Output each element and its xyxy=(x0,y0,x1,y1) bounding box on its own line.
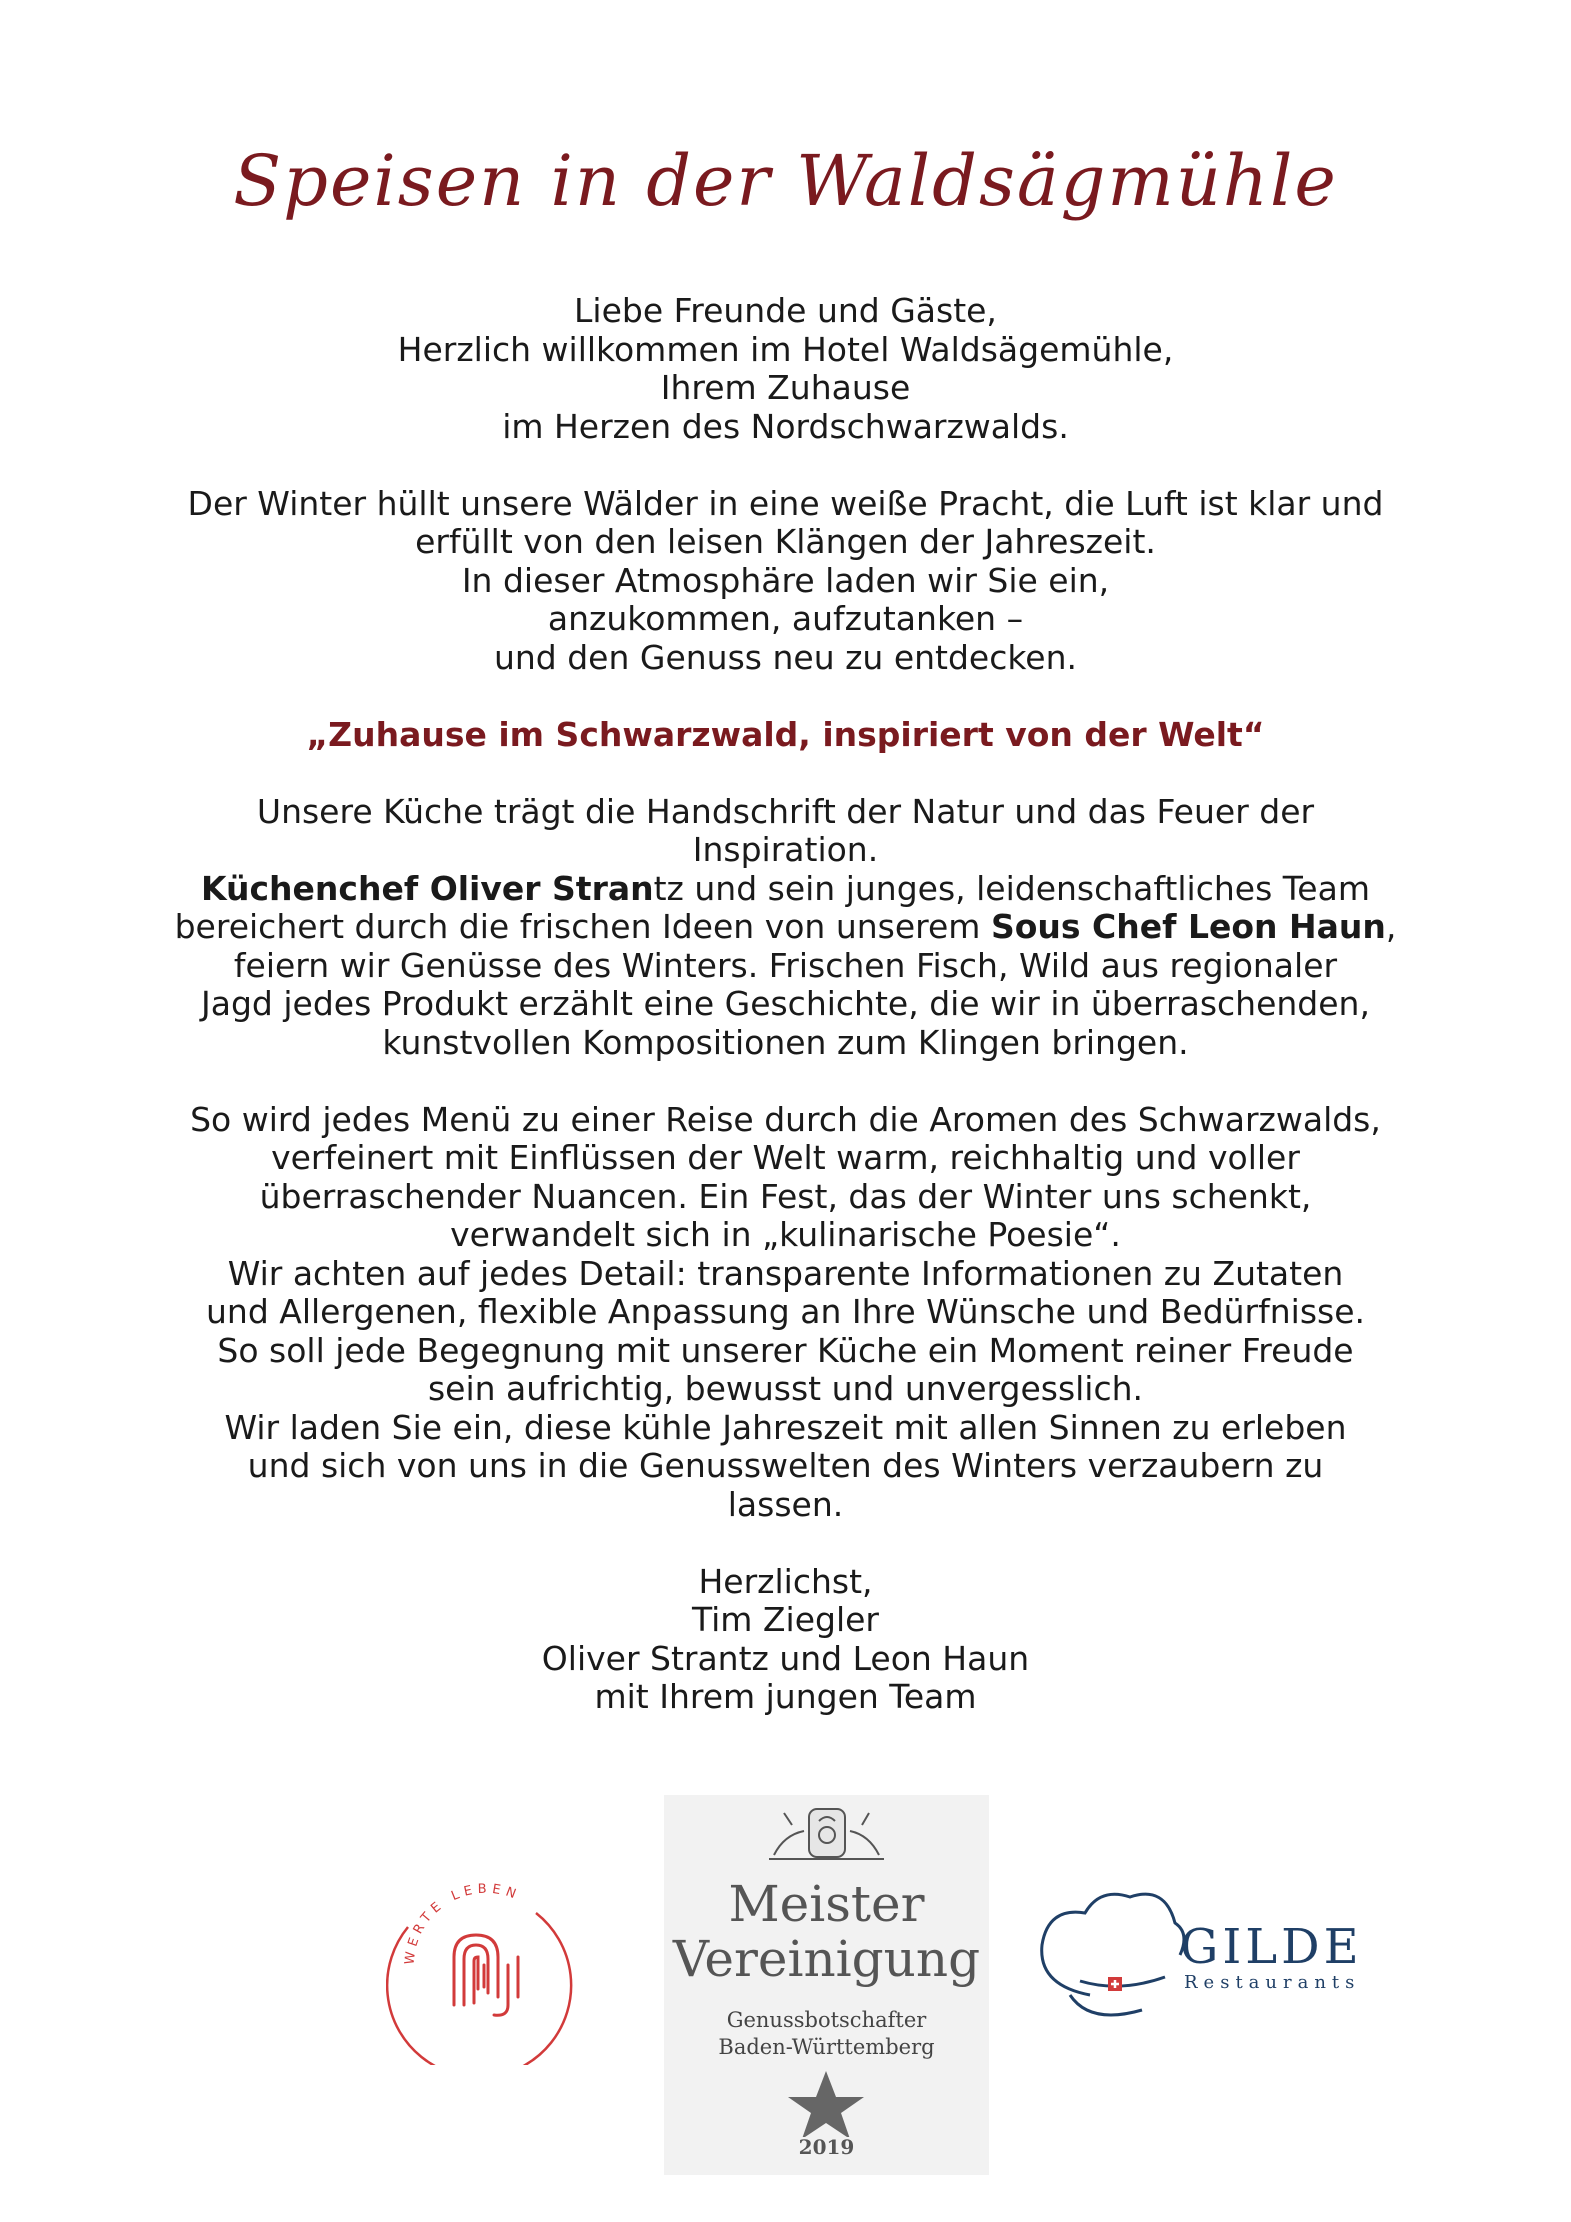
letter-body xyxy=(120,292,1451,1717)
page-title: Speisen in der Waldsägmühle xyxy=(233,140,1338,222)
closing-line: Tim Ziegler xyxy=(691,1600,879,1639)
menu-line: verfeinert mit Einflüssen der Welt warm, reichhaltig und voller xyxy=(271,1138,1300,1177)
sous-comma: , xyxy=(1385,907,1397,946)
kitchen-line: Unsere Küche trägt die Handschrift der Natur und das Feuer der xyxy=(256,791,1315,831)
vereinigung-text: Vereinigung xyxy=(672,1930,981,1988)
menu-line: lassen. xyxy=(727,1484,844,1524)
menu-line: So wird jedes Menü zu einer Reise durch die Aromen des Schwarzwalds, xyxy=(190,1099,1381,1139)
genussbotschafter-text: Genussbotschafter xyxy=(726,2008,927,2032)
kitchen-line-sous xyxy=(120,908,1451,947)
star-icon xyxy=(788,2071,864,2137)
menu-line: Wir laden Sie ein, diese kühle Jahreszeit mit allen Sinnen zu erleben xyxy=(224,1407,1347,1447)
svg-text:WERTE LEBEN xyxy=(403,1882,523,1966)
werte-leben-logo xyxy=(386,1865,586,2065)
greeting-line: Ihrem Zuhause xyxy=(660,368,911,407)
greeting-line: Liebe Freunde und Gäste, xyxy=(574,291,997,330)
closing-line: Oliver Strantz und Leon Haun xyxy=(541,1638,1030,1678)
winter-line: Der Winter hüllt unsere Wälder in eine weiße Pracht, die Luft ist klar und xyxy=(187,483,1384,523)
menu-line: So soll jede Begegnung mit unserer Küche ein Moment reiner Freude xyxy=(217,1330,1354,1370)
greeting-line: Herzlich willkommen im Hotel Waldsägemühle, xyxy=(397,329,1174,369)
winter-line: und den Genuss neu zu entdecken. xyxy=(493,637,1078,677)
menu-line: und sich von uns in die Genusswelten des Winters verzaubern zu xyxy=(247,1446,1324,1485)
chef-name: Küchenchef Oliver Stran xyxy=(201,868,654,908)
kitchen-line: Jagd jedes Produkt erzählt eine Geschichte, die wir in überraschenden, xyxy=(201,984,1370,1023)
kitchen-line: feiern wir Genüsse des Winters. Frischen Fisch, Wild aus regionaler xyxy=(233,945,1338,985)
kitchen-line: kunstvollen Kompositionen zum Klingen bringen. xyxy=(382,1022,1189,1062)
closing-line: Herzlichst, xyxy=(698,1561,873,1601)
meister-vereinigung-logo xyxy=(664,1795,989,2175)
sous-chef-name: Sous Chef Leon Haun xyxy=(990,907,1386,946)
winter-line: anzukommen, aufzutanken – xyxy=(547,599,1024,638)
meister-text: Meister xyxy=(728,1875,925,1933)
kitchen-line-chef xyxy=(120,870,1451,909)
winter-line: erfüllt von den leisen Klängen der Jahreszeit. xyxy=(415,522,1156,561)
menu-line: sein aufrichtig, bewusst und unvergesslich. xyxy=(427,1369,1144,1408)
chef-hat-icon xyxy=(1042,1894,1184,2015)
menu-line: überraschender Nuancen. Ein Fest, das der Winter uns schenkt, xyxy=(259,1176,1312,1216)
logo-row xyxy=(0,1795,1571,2175)
menu-line: Wir achten auf jedes Detail: transparente Informationen zu Zutaten xyxy=(227,1253,1344,1293)
meister-year: 2019 xyxy=(798,2135,855,2159)
gilde-restaurants-logo xyxy=(1030,1885,1375,2035)
winter-line: In dieser Atmosphäre laden wir Sie ein, xyxy=(461,560,1110,600)
menu-line: verwandelt sich in „kulinarische Poesie“. xyxy=(450,1215,1121,1254)
chef-rest: tz und sein junges, leidenschaftliches Team xyxy=(653,868,1370,908)
baden-wuerttemberg-text: Baden-Württemberg xyxy=(718,2035,935,2059)
menu-line: und Allergenen, flexible Anpassung an Ihre Wünsche und Bedürfnisse. xyxy=(205,1292,1365,1331)
greeting-line: im Herzen des Nordschwarzwalds. xyxy=(502,406,1069,446)
restaurants-text: Restaurants xyxy=(1184,1972,1361,1993)
sous-intro: bereichert durch die frischen Ideen von unserem xyxy=(174,907,991,946)
gilde-text: GILDE xyxy=(1180,1919,1363,1975)
crest-icon xyxy=(769,1809,884,1859)
werte-leben-text: WERTE LEBEN xyxy=(402,1881,523,1966)
kitchen-line: Inspiration. xyxy=(692,830,879,869)
closing-line: mit Ihrem jungen Team xyxy=(594,1677,977,1716)
slogan: „Zuhause im Schwarzwald, inspiriert von der Welt“ xyxy=(306,714,1265,754)
